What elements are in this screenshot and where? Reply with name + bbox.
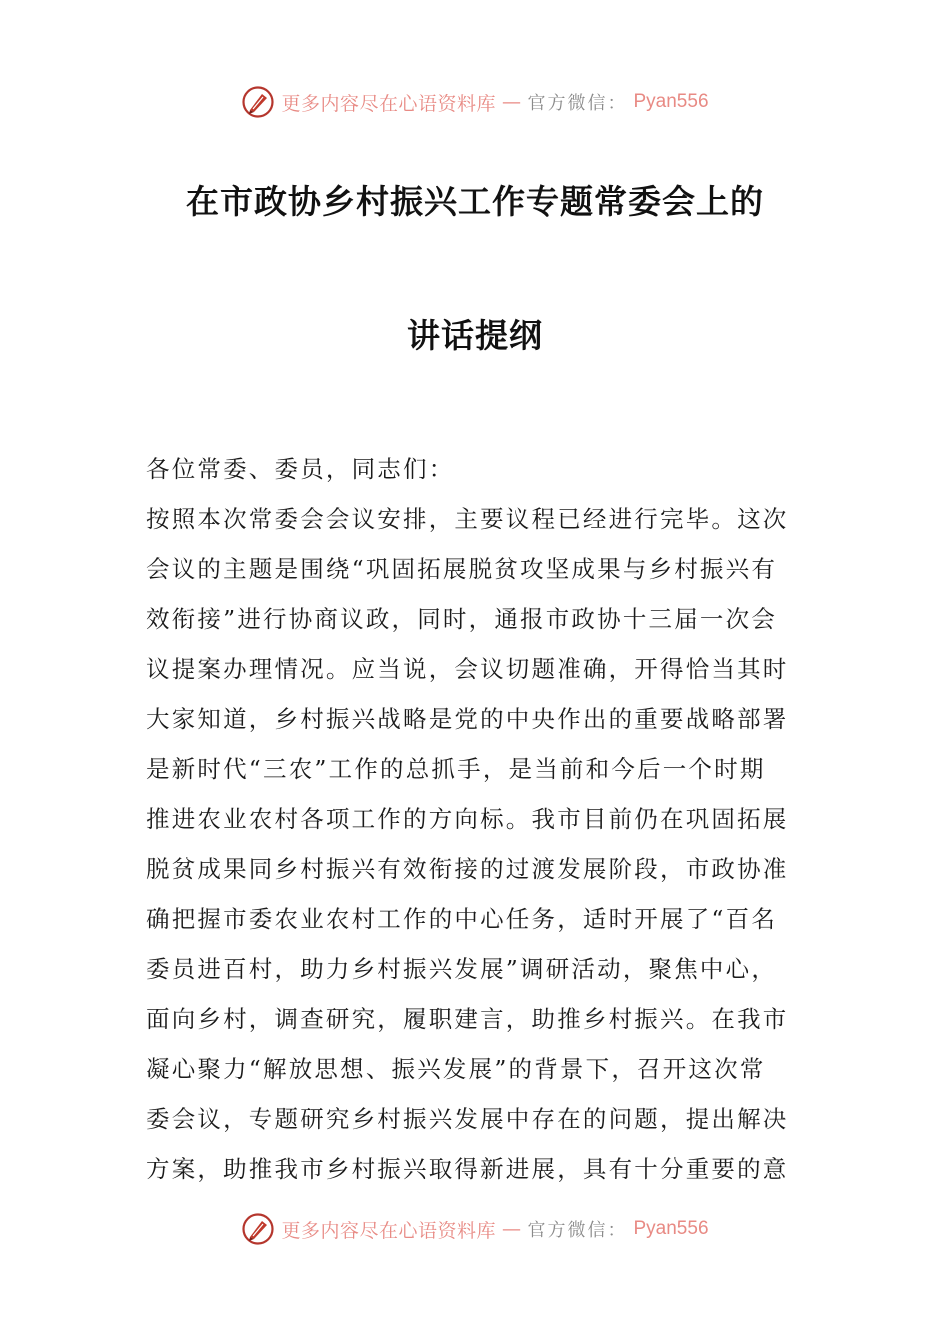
body-line: 大家知道，乡村振兴战略是党的中央作出的重要战略部署 [146, 705, 789, 733]
banner-separator: — [502, 1218, 522, 1240]
pen-nib-logo-icon [241, 1212, 275, 1246]
body-line: 效衔接”进行协商议政，同时，通报市政协十三届一次会 [146, 605, 778, 633]
banner-separator: — [502, 91, 522, 113]
header-banner [0, 82, 950, 122]
site-name-text: 更多内容尽在心语资料库 [281, 1219, 496, 1242]
body-line: 方案，助推我市乡村振兴取得新进展，具有十分重要的意 [146, 1155, 789, 1183]
body-line: 委员进百村，助力乡村振兴发展”调研活动，聚焦中心， [146, 955, 778, 983]
wechat-id: Pyan556 [633, 1218, 709, 1239]
body-line: 按照本次常委会会议安排，主要议程已经进行完毕。这次 [146, 505, 789, 533]
document-title-line-1: 在市政协乡村振兴工作专题常委会上的 [186, 182, 764, 221]
body-line: 会议的主题是围绕“巩固拓展脱贫攻坚成果与乡村振兴有 [146, 555, 778, 583]
document-title-line-2: 讲话提纲 [407, 316, 543, 355]
pen-nib-logo-icon [241, 85, 275, 119]
body-line: 凝心聚力“解放思想、振兴发展”的背景下，召开这次常 [146, 1055, 766, 1083]
document-body [146, 444, 810, 1194]
body-line: 议提案办理情况。应当说，会议切题准确，开得恰当其时 [146, 655, 789, 683]
site-name-text: 更多内容尽在心语资料库 [281, 92, 496, 115]
footer-banner [0, 1209, 950, 1249]
body-line: 委会议，专题研究乡村振兴发展中存在的问题，提出解决 [146, 1105, 789, 1133]
body-line: 是新时代“三农”工作的总抓手，是当前和今后一个时期 [146, 755, 766, 783]
body-line: 确把握市委农业农村工作的中心任务，适时开展了“百名 [146, 905, 778, 933]
body-line: 脱贫成果同乡村振兴有效衔接的过渡发展阶段，市政协准 [146, 855, 789, 883]
body-line: 面向乡村，调查研究，履职建言，助推乡村振兴。在我市 [146, 1005, 789, 1033]
body-line: 推进农业农村各项工作的方向标。我市目前仍在巩固拓展 [146, 805, 789, 833]
wechat-label: 官方微信： [527, 1220, 628, 1241]
body-line-salutation: 各位常委、委员，同志们： [146, 455, 455, 483]
wechat-id: Pyan556 [633, 91, 709, 112]
wechat-label: 官方微信： [527, 93, 628, 114]
